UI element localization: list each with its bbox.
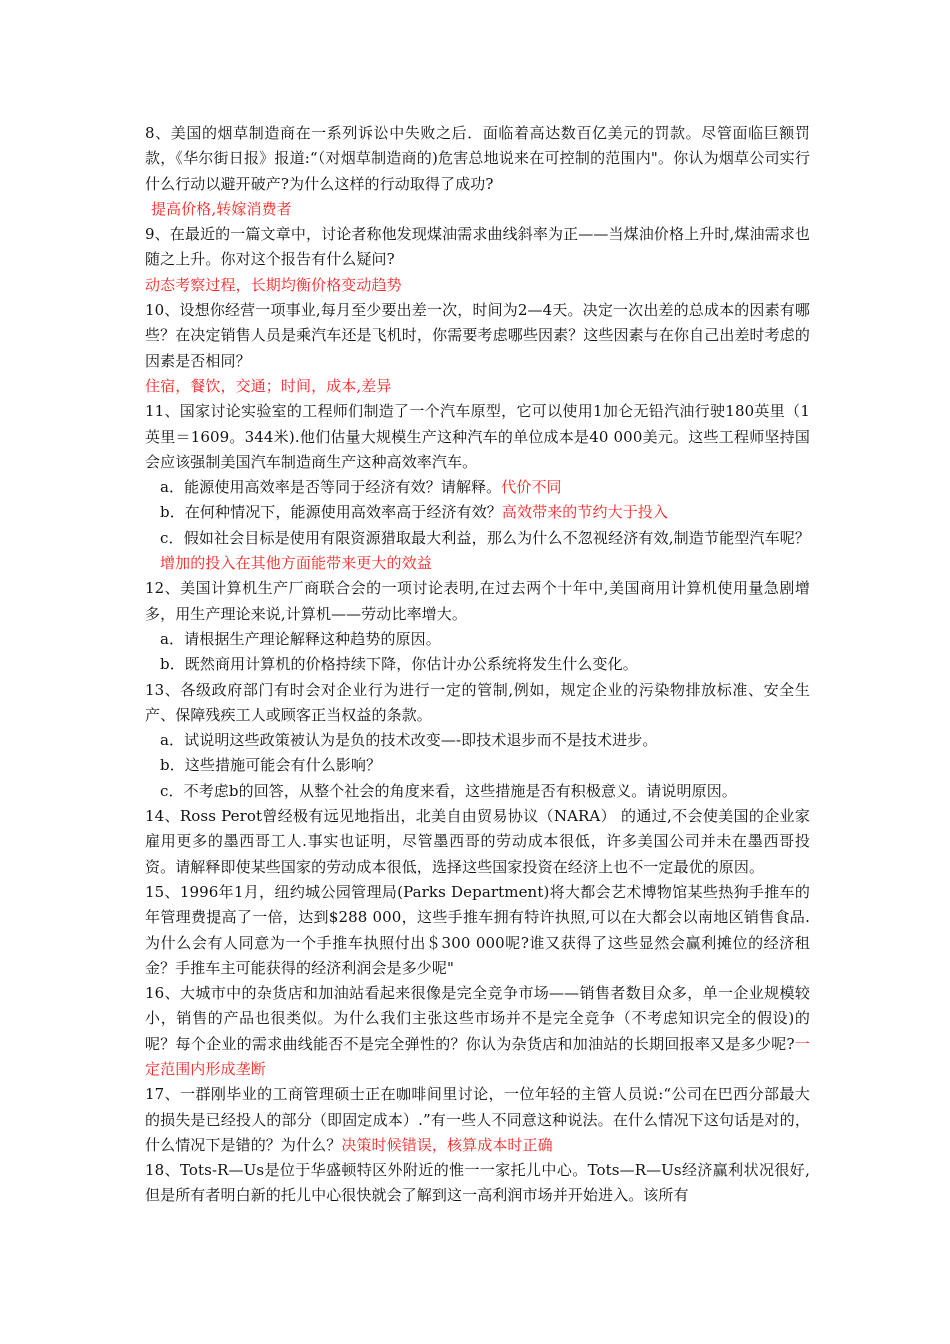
question-13-c: c．不考虑b的回答，从整个社会的角度来看，这些措施是否有积极意义。请说明原因。	[160, 781, 737, 800]
question-10: 10、设想你经营一项事业,每月至少要出差一次，时间为2—4天。决定一次出差的总成本的因素有哪些？在决定销售人员是乘汽车还是飞机时，你需要考虑哪些因素？这些因素与在你自己出差时考虑的因素是否相同？	[145, 301, 810, 370]
answer-11-b: 高效带来的节约大于投入	[501, 503, 669, 522]
question-17	[145, 1082, 810, 1158]
question-11-a	[145, 475, 810, 500]
question-8: 8、美国的烟草制造商在一系列诉讼中失败之后．面临着高达数百亿美元的罚款。尽管面临巨额罚款，《华尔街日报》报道:“（对烟草制造商的)危害总地说来在可控制的范围内"。你认为烟草公司实行什么行动以避开破产?为什么这样的行动取得了成功?	[145, 124, 810, 193]
question-11-c	[145, 526, 810, 577]
answer-10: 住宿，餐饮，交通；时间，成本,差异	[145, 376, 392, 395]
question-15: 15、1996年1月，纽约城公园管理局(Parks Department)将大都会艺术博物馆某些热狗手推车的年管理费提高了一倍，达到$288 000，这些手推车拥有特许执照,可以在大都会以南地区销售食品.为什么会有人同意为一个手推车执照付出＄300 000呢?谁又获得了这些显然会赢利摊位的经济租金？手推车主可能获得的经济利润会是多少呢"	[145, 882, 810, 977]
question-11-b-text: b．在何种情况下，能源使用高效率高于经济有效？	[160, 503, 502, 522]
question-9: 9、在最近的一篇文章中，讨论者称他发现煤油需求曲线斜率为正——当煤油价格上升时,煤油需求也随之上升。你对这个报告有什么疑问?	[145, 225, 810, 269]
question-13: 13、各级政府部门有时会对企业行为进行一定的管制,例如，规定企业的污染物排放标准、安全生产、保障残疾工人或顾客正当权益的条款。	[145, 680, 810, 724]
question-16	[145, 981, 810, 1082]
answer-16: 一定范围内形成垄断	[145, 1034, 810, 1078]
question-11: 11、国家讨论实验室的工程师们制造了一个汽车原型，它可以使用1加仑无铅汽油行驶180英里（1英里＝1609。344米).他们估量大规模生产这种汽车的单位成本是40 000美元。这些工程师坚持国会应该强制美国汽车制造商生产这种高效率汽车。	[145, 402, 810, 471]
question-13-a: a．试说明这些政策被认为是负的技术改变—-即技术退步而不是技术进步。	[160, 731, 658, 750]
question-16-text: 16、大城市中的杂货店和加油站看起来很像是完全竞争市场——销售者数目众多，单一企业规模较小，销售的产品也很类似。为什么我们主张这些市场并不是完全竞争（不考虑知识完全的假设)的呢？每个企业的需求曲线能否不是完全弹性的？你认为杂货店和加油站的长期回报率又是多少呢?	[145, 984, 810, 1053]
question-11-a-text: a．能源使用高效率是否等同于经济有效？请解释。	[160, 478, 502, 497]
question-12-b: b．既然商用计算机的价格持续下降，你估计办公系统将发生什么变化。	[160, 655, 638, 674]
question-13-b: b．这些措施可能会有什么影响？	[160, 756, 382, 775]
document-body	[145, 121, 810, 1209]
answer-11-c: 增加的投入在其他方面能带来更大的效益	[160, 554, 432, 573]
answer-11-a: 代价不同	[501, 478, 562, 497]
question-17-text: 17、一群刚毕业的工商管理硕士正在咖啡间里讨论，一位年轻的主管人员说:“公司在巴西分部最大的损失是已经投人的部分（即固定成本）.”有一些人不同意这种说法。在什么情况下这句话是对的，什么情况下是错的？为什么？	[145, 1085, 810, 1154]
question-11-c-text: c．假如社会目标是使用有限资源猎取最大利益，那么为什么不忽视经济有效,制造节能型汽车呢？	[160, 528, 810, 547]
answer-17: 决策时候错误，核算成本时正确	[341, 1135, 553, 1154]
question-18: 18、Tots-R—Us是位于华盛顿特区外附近的惟一一家托儿中心。Tots—R—Us经济赢利状况很好,但是所有者明白新的托儿中心很快就会了解到这一高利润市场并开始进入。该所有	[145, 1161, 810, 1205]
question-11-b	[145, 500, 810, 525]
question-12: 12、美国计算机生产厂商联合会的一项讨论表明,在过去两个十年中,美国商用计算机使用量急剧增多，用生产理论来说,计算机——劳动比率增大。	[145, 579, 810, 623]
answer-8: 提高价格,转嫁消费者	[151, 199, 292, 218]
question-14: 14、Ross Perot曾经极有远见地指出，北美自由贸易协议（NARA） 的通过,不会使美国的企业家雇用更多的墨西哥工人.事实也证明，尽管墨西哥的劳动成本很低，许多美国公司并未在墨西哥投资。请解释即使某些国家的劳动成本很低，选择这些国家投资在经济上也不一定最优的原因。	[145, 807, 810, 876]
answer-9: 动态考察过程，长期均衡价格变动趋势	[145, 275, 402, 294]
question-12-a: a．请根据生产理论解释这种趋势的原因。	[160, 629, 441, 648]
